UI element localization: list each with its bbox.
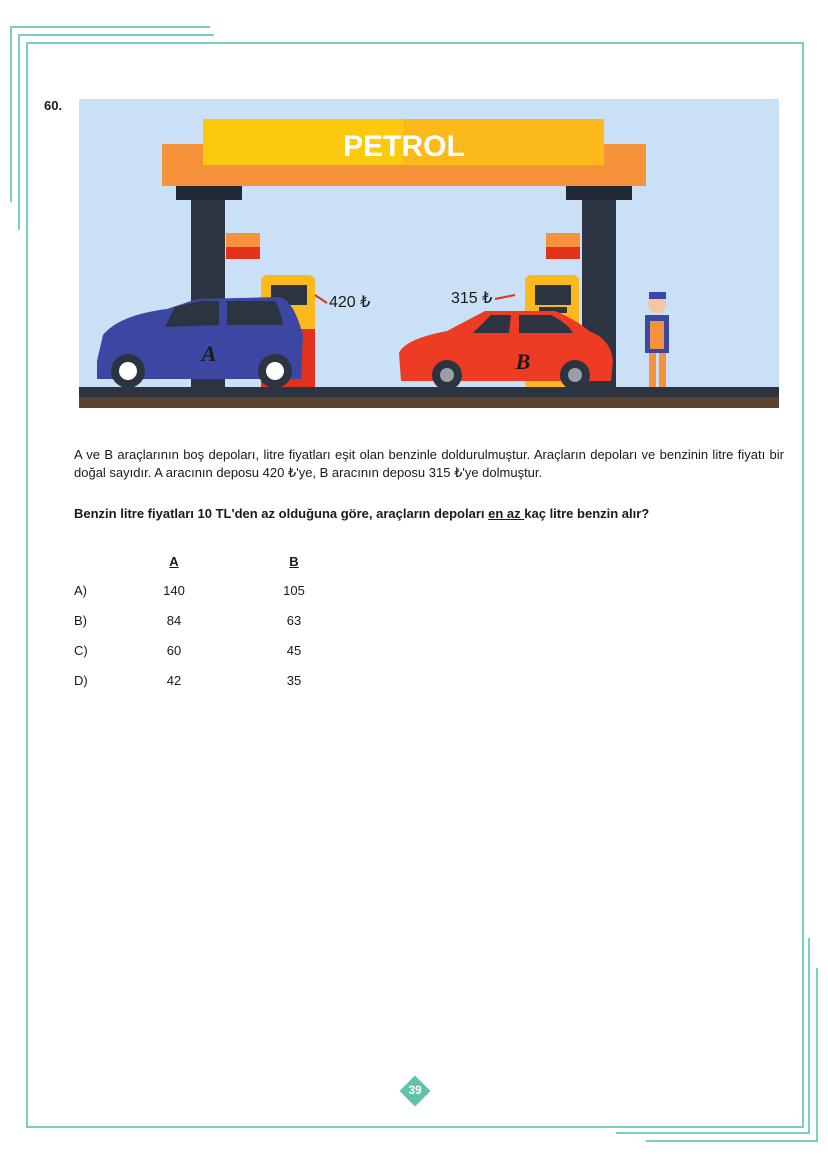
option-value-a: 42 (166, 673, 182, 688)
option-value-b: 105 (283, 583, 305, 598)
page-number-badge (401, 1077, 429, 1105)
frame-accent-bottom (646, 1140, 818, 1142)
option-value-b: 45 (286, 643, 302, 658)
options-header-a: A (169, 554, 179, 569)
option-value-b: 63 (286, 613, 302, 628)
frame-accent-right (808, 938, 810, 1132)
page-number: 39 (408, 1083, 422, 1097)
option-d[interactable] (74, 673, 374, 691)
question-text-1: Benzin litre fiyatları 10 TL'den az olduğuna göre, araçların depoları (74, 506, 489, 521)
frame-accent-top (18, 34, 214, 36)
car-a-label: A (201, 341, 217, 366)
option-value-b: 35 (286, 673, 302, 688)
options-header-b: B (289, 554, 299, 569)
petrol-station-illustration (79, 99, 779, 408)
frame-accent-left (10, 26, 12, 202)
option-label: B) (74, 613, 87, 628)
car-b-label: B (515, 349, 531, 374)
price-a-label: 420 ₺ (329, 294, 371, 311)
option-label: C) (74, 643, 88, 658)
option-value-a: 60 (166, 643, 182, 658)
options-header (74, 554, 374, 572)
option-label: A) (74, 583, 87, 598)
question-emphasis: en az (488, 506, 525, 521)
option-b[interactable] (74, 613, 374, 631)
question-prompt (74, 506, 794, 521)
question-number: 60. (44, 98, 63, 113)
frame-accent-right (816, 968, 818, 1140)
option-value-a: 84 (166, 613, 182, 628)
frame-accent-bottom (616, 1132, 810, 1134)
option-label: D) (74, 673, 88, 688)
price-b-label: 315 ₺ (451, 290, 493, 307)
option-value-a: 140 (163, 583, 185, 598)
frame-accent-left (18, 34, 20, 230)
option-c[interactable] (74, 643, 374, 661)
option-a[interactable] (74, 583, 374, 601)
question-paragraph: A ve B araçlarının boş depoları, litre fiyatları eşit olan benzinle doldurulmuştur. Araçların depoları ve benzinin litre fiyatı bir doğal sayıdır. A aracının deposu 420 ₺'ye, B aracının deposu 315 ₺'ye dolmuştur. (74, 447, 784, 480)
question-text-2: kaç litre benzin alır? (524, 506, 650, 521)
station-sign-text: PETROL (343, 130, 465, 163)
frame-accent-top (10, 26, 210, 28)
